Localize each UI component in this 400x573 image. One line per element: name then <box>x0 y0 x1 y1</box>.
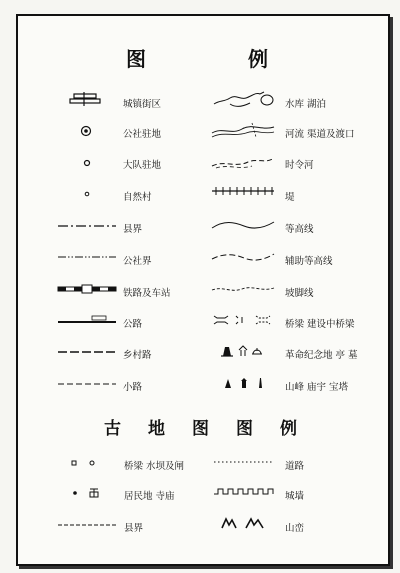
legend-label: 乡村路 <box>123 350 152 361</box>
ancient-title-char: 古 <box>104 419 121 439</box>
ancient-title-char: 图 <box>192 419 209 439</box>
ancient-settlement-temple-icon <box>70 487 104 499</box>
village-icon <box>83 190 91 198</box>
ancient-title-char: 例 <box>280 419 297 439</box>
legend-label: 河流 渠道及渡口 <box>285 129 355 140</box>
legend-label: 铁路及车站 <box>123 288 171 299</box>
ancient-legend-label: 县界 <box>124 523 144 534</box>
brigade-seat-icon <box>82 158 92 168</box>
rural-road-line <box>58 349 116 355</box>
seasonal-river-icon <box>212 152 274 170</box>
legend-label: 山峰 庙宇 宝塔 <box>285 382 349 393</box>
ancient-county-boundary-line <box>58 522 116 528</box>
auxiliary-contour-line <box>212 250 274 264</box>
legend-title-char: 例 <box>248 47 268 71</box>
ancient-legend-label: 山峦 <box>285 523 305 534</box>
reservoir-lake-icon <box>212 88 274 110</box>
contour-line <box>212 218 274 232</box>
town-block-icon <box>68 92 104 108</box>
ancient-legend-label: 居民地 寺庙 <box>124 491 175 502</box>
ancient-title-char: 地 <box>148 419 165 439</box>
county-boundary-line <box>58 222 116 230</box>
river-canal-ferry-icon <box>212 121 274 139</box>
legend-label: 等高线 <box>285 224 314 235</box>
legend-label: 坡脚线 <box>285 288 314 299</box>
legend-label: 大队驻地 <box>123 160 162 171</box>
legend-label: 堤 <box>285 192 295 203</box>
ancient-bridge-dam-icon <box>70 458 100 468</box>
ancient-road-line <box>214 459 274 465</box>
embankment-line <box>212 186 274 196</box>
legend-title-char: 图 <box>126 47 146 71</box>
bridge-icon <box>214 314 274 326</box>
mountains-icon <box>220 516 270 530</box>
ancient-title-char: 图 <box>236 419 253 439</box>
legend-label: 公社驻地 <box>123 129 162 140</box>
commune-boundary-line <box>58 253 116 261</box>
legend-label: 革命纪念地 亭 墓 <box>285 350 358 361</box>
legend-label: 公社界 <box>123 256 152 267</box>
ancient-legend-label: 城墙 <box>285 491 305 502</box>
legend-label: 水库 湖泊 <box>285 99 327 110</box>
legend-label: 辅助等高线 <box>285 256 333 267</box>
path-line <box>58 381 116 387</box>
legend-label: 桥梁 建设中桥梁 <box>285 319 355 330</box>
legend-label: 城镇街区 <box>123 99 162 110</box>
legend-label: 自然村 <box>123 192 152 203</box>
monument-pavilion-tomb-icon <box>220 344 272 358</box>
legend-label: 公路 <box>123 319 143 330</box>
legend-label: 县界 <box>123 224 143 235</box>
legend-label: 时令河 <box>285 160 314 171</box>
ancient-legend-label: 桥梁 水坝及闸 <box>124 461 185 472</box>
peak-temple-pagoda-icon <box>222 376 272 390</box>
slope-foot-line <box>212 283 274 295</box>
ancient-legend-label: 道路 <box>285 461 305 472</box>
city-wall-line <box>214 486 274 498</box>
legend-label: 小路 <box>123 382 143 393</box>
highway-line <box>58 314 116 326</box>
railway-station-line <box>58 284 116 294</box>
commune-seat-icon <box>80 125 92 137</box>
